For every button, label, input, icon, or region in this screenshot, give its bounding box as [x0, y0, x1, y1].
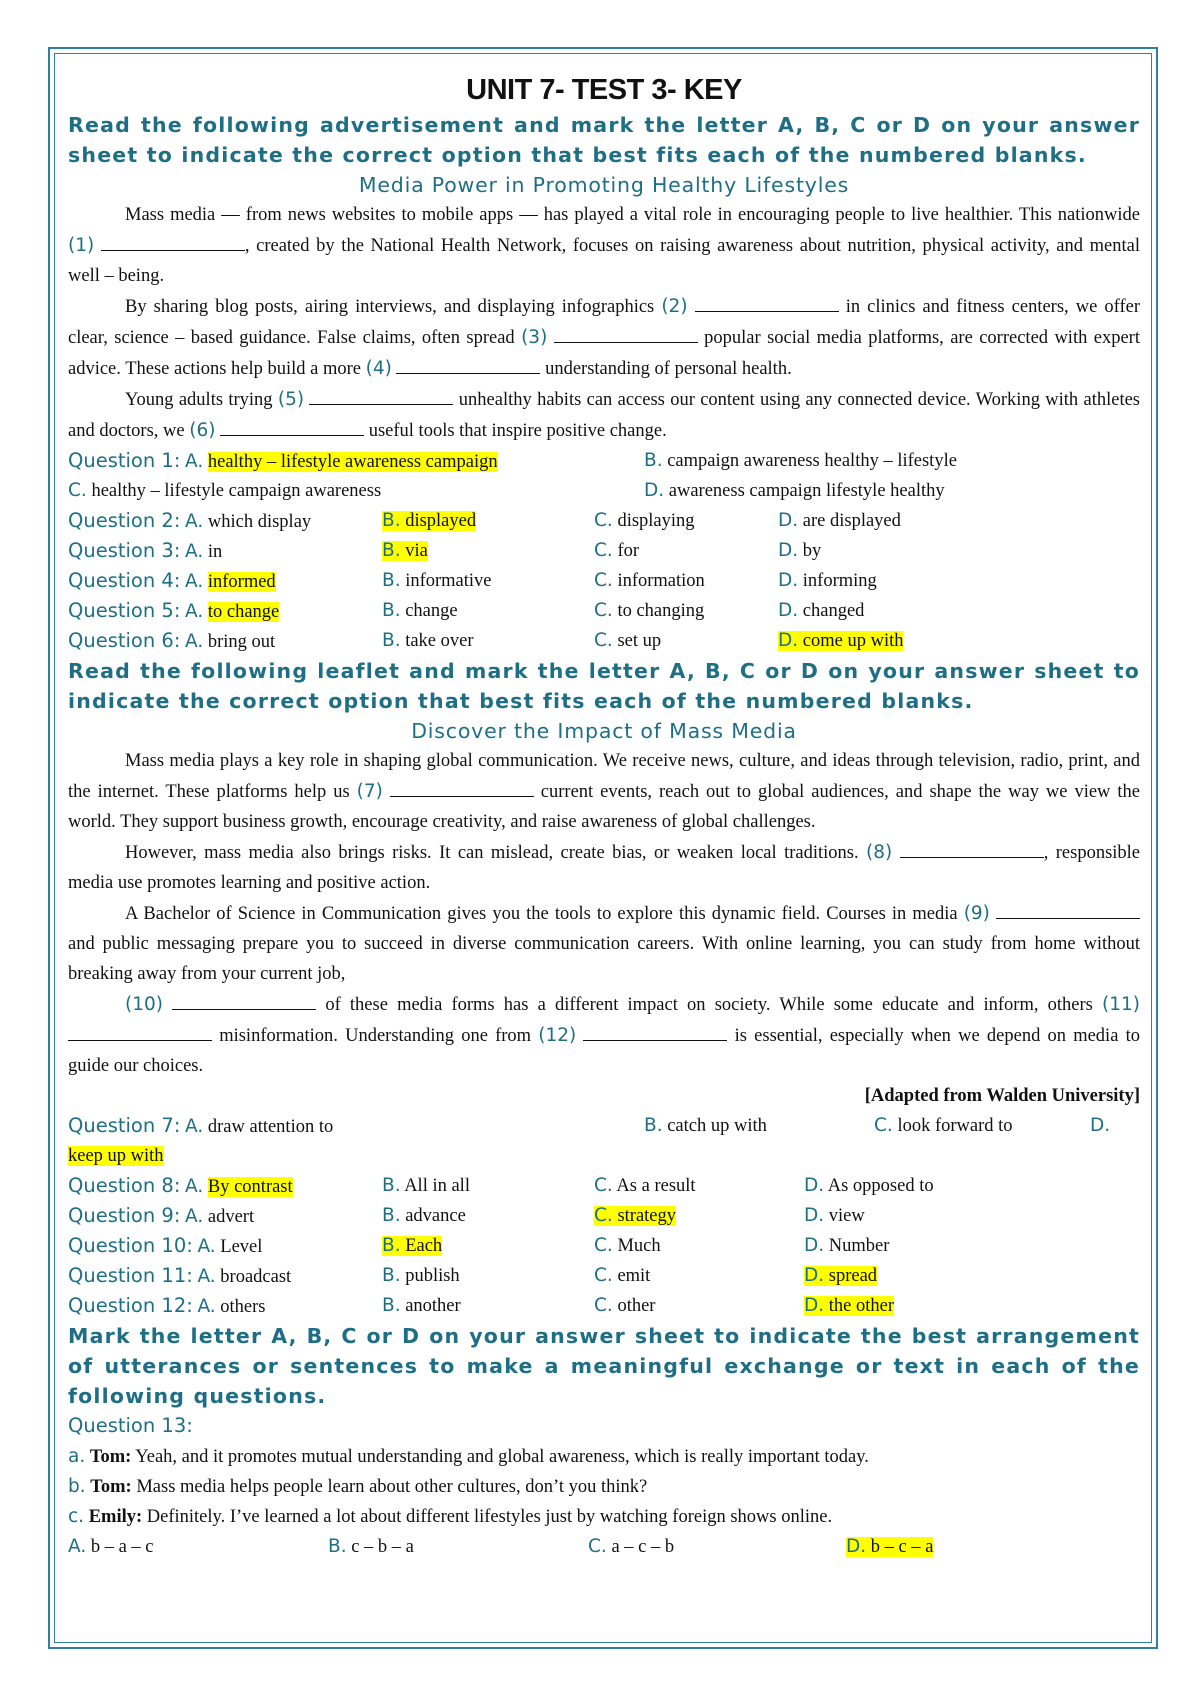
speaker-name: Emily: [88, 1507, 143, 1527]
text-run: , created by the National Health Network, focuses on raising awareness about nutrition, physical activity, and mental well – being. [68, 236, 1140, 286]
option-letter: C. [594, 1235, 613, 1256]
utterance-text: Mass media helps people learn about other cultures, don’t you think? [131, 1477, 648, 1497]
option-d [778, 506, 901, 536]
option-d [778, 536, 821, 566]
question-number: Question 7: [68, 1114, 181, 1137]
question-row [68, 566, 1140, 596]
section1-question-list [68, 506, 1140, 656]
question-13-label [68, 1411, 1140, 1442]
question-number: Question 2: [68, 509, 181, 532]
option-letter: D. [804, 1205, 825, 1226]
option-b [382, 1171, 470, 1201]
option-b [644, 1111, 767, 1141]
option-d [804, 1171, 934, 1201]
option-letter: C. [874, 1115, 893, 1136]
option-text: are displayed [802, 511, 901, 531]
blank-line [695, 291, 839, 312]
option-letter: C. [594, 570, 613, 591]
blank-line [996, 898, 1140, 919]
text-run: current events, reach out to global audiences, and shape the way we view the world. They support business growth, encourage creativity, and raise awareness of global challenges. [68, 782, 1140, 832]
dialogue-line [68, 1472, 1140, 1502]
option-letter: D. [804, 1175, 825, 1196]
option-text: changed [802, 601, 865, 621]
option-text: informing [802, 571, 877, 591]
text-run: popular social media platforms, are corrected with expert advice. These actions help build a more [68, 328, 1140, 379]
line-letter: a. [68, 1446, 86, 1467]
blank-line [220, 415, 364, 436]
option-a [68, 1171, 293, 1202]
option-a [68, 1291, 266, 1322]
text-run: and public messaging prepare you to succeed in diverse communication careers. With online learning, you can study from home without breaking away from your current job, [68, 934, 1140, 984]
option-text: All in all [404, 1176, 470, 1196]
option-letter: B. [382, 1265, 401, 1286]
question-row [68, 476, 1140, 506]
option-letter: D. [804, 1295, 825, 1316]
text-run: unhealthy habits can access our content using any connected device. Working with athletes and doctors, we [68, 390, 1141, 441]
section2-passage-title: Discover the Impact of Mass Media [411, 719, 797, 743]
blank-number: (11) [1102, 994, 1140, 1015]
text-run: is essential, especially when we depend on media to guide our choices. [68, 1026, 1140, 1076]
option-letter: C. [594, 1205, 613, 1226]
option-b [382, 626, 474, 656]
blank-number: (6) [189, 420, 216, 441]
blank-line [101, 230, 245, 251]
option-text: awareness campaign lifestyle healthy [668, 481, 945, 501]
blank-number: (2) [661, 296, 688, 317]
option-c [594, 1231, 661, 1261]
option-letter: A. [185, 1176, 204, 1197]
blank-number: (3) [521, 327, 548, 348]
text-run: Mass media plays a key role in shaping global communication. We receive news, culture, and ideas through television, radio, print, and the internet. These platforms help us [68, 751, 1140, 802]
text-run: in clinics and fitness centers, we offer clear, science – based guidance. False claims, often spread [68, 297, 1140, 348]
blank-number: (4) [365, 358, 392, 379]
option-b [382, 536, 428, 566]
dialogue-line [68, 1502, 1140, 1532]
option-a [68, 1532, 154, 1562]
option-letter: D. [778, 540, 799, 561]
option-d [804, 1201, 865, 1231]
section1-paragraph-1 [68, 200, 1140, 291]
option-letter: B. [382, 600, 401, 621]
dialogue-lines [68, 1442, 1140, 1532]
section2-question-list [68, 1171, 1140, 1321]
section1-instruction: Read the following advertisement and mark the letter A, B, C or D on your answer sheet to indicate the correct option that best fits each of the numbered blanks. [68, 113, 1140, 167]
option-text: Number [828, 1236, 890, 1256]
option-d [846, 1532, 933, 1562]
option-letter: C. [594, 1265, 613, 1286]
option-text: As opposed to [827, 1176, 934, 1196]
option-text: others [220, 1297, 266, 1317]
dialogue-line [68, 1442, 1140, 1472]
option-text: change [405, 601, 458, 621]
option-text: draw attention to [207, 1117, 334, 1137]
option-text: catch up with [667, 1116, 767, 1136]
option-letter: A. [185, 601, 204, 622]
question-row [68, 1171, 1140, 1201]
option-c [594, 1291, 655, 1321]
option-letter: C. [594, 1175, 613, 1196]
option-letter: A. [185, 631, 204, 652]
blank-line [390, 776, 534, 797]
option-letter: C. [594, 600, 613, 621]
question-number: Question 4: [68, 569, 181, 592]
option-b [328, 1532, 414, 1562]
option-text-correct: healthy – lifestyle awareness campaign [207, 452, 498, 472]
option-a [68, 596, 279, 627]
option-letter: A. [185, 571, 204, 592]
option-letter: B. [644, 1115, 663, 1136]
option-text: look forward to [897, 1116, 1013, 1136]
section2-paragraph-4 [68, 989, 1140, 1081]
option-letter: A. [185, 451, 204, 472]
option-letter: B. [644, 450, 663, 471]
option-letter: D. [1090, 1115, 1111, 1136]
option-c [594, 596, 704, 626]
option-a [68, 1231, 262, 1262]
option-text-correct: b – c – a [870, 1537, 934, 1557]
option-text: informative [405, 571, 492, 591]
option-c [594, 1261, 650, 1291]
question-row [68, 1111, 1140, 1141]
question-row-continued [68, 1141, 1140, 1171]
option-text: emit [617, 1266, 651, 1286]
option-text: take over [405, 631, 474, 651]
option-c [68, 476, 381, 506]
option-letter: C. [594, 1295, 613, 1316]
blank-line [900, 837, 1044, 858]
line-letter: b. [68, 1476, 86, 1497]
option-letter: A. [68, 1536, 87, 1557]
option-text: c – b – a [351, 1537, 414, 1557]
option-d [804, 1291, 894, 1321]
text-run: understanding of personal health. [540, 359, 792, 379]
option-c [594, 1171, 696, 1201]
option-d [778, 596, 864, 626]
blank-line [68, 1020, 212, 1041]
option-letter: D. [804, 1235, 825, 1256]
text-run: misinformation. Understanding one from [212, 1026, 539, 1046]
option-text-correct: By contrast [207, 1177, 293, 1197]
question-number: Question 10: [68, 1234, 193, 1257]
option-b [382, 506, 476, 536]
option-letter: B. [382, 1205, 401, 1226]
blank-number: (12) [538, 1025, 577, 1046]
option-text: publish [405, 1266, 460, 1286]
question-number: Question 13: [68, 1414, 193, 1437]
option-text: healthy – lifestyle campaign awareness [91, 481, 382, 501]
text-run: By sharing blog posts, airing interviews, and displaying infographics [125, 297, 662, 317]
option-letter: B. [382, 1235, 401, 1256]
option-b [382, 1261, 460, 1291]
option-text-correct: the other [828, 1296, 895, 1316]
text-run: Young adults trying [125, 390, 278, 410]
option-a [68, 506, 311, 537]
option-text: by [802, 541, 822, 561]
option-letter: A. [197, 1236, 216, 1257]
option-d [804, 1231, 889, 1261]
line-letter: c. [68, 1506, 85, 1527]
question-13-options [68, 1532, 1140, 1562]
option-letter: C. [594, 510, 613, 531]
option-c [594, 626, 661, 656]
option-letter: D. [778, 630, 799, 651]
option-c [594, 536, 639, 566]
question-number: Question 5: [68, 599, 181, 622]
option-b [382, 596, 458, 626]
option-letter: A. [185, 1116, 204, 1137]
utterance-text: Definitely. I’ve learned a lot about different lifestyles just by watching foreign shows online. [142, 1507, 833, 1527]
option-c [594, 566, 705, 596]
question-number: Question 11: [68, 1264, 193, 1287]
option-d [778, 626, 903, 656]
option-letter: B. [382, 540, 401, 561]
option-letter: D. [846, 1536, 867, 1557]
section2-paragraph-3 [68, 898, 1140, 989]
question-row [68, 446, 1140, 476]
section1-paragraph-2 [68, 291, 1140, 384]
option-letter: B. [382, 1175, 401, 1196]
speaker-name: Tom: [90, 1477, 132, 1497]
blank-number: (8) [866, 842, 893, 863]
text-run: However, mass media also brings risks. It can mislead, create bias, or weaken local traditions. [125, 843, 867, 863]
option-text: other [617, 1296, 656, 1316]
document-body [68, 70, 1140, 1562]
option-letter: A. [185, 511, 204, 532]
question-row [68, 626, 1140, 656]
option-letter: B. [382, 630, 401, 651]
option-text: b – a – c [90, 1537, 154, 1557]
question-number: Question 6: [68, 629, 181, 652]
option-text: campaign awareness healthy – lifestyle [667, 451, 957, 471]
page-title: UNIT 7- TEST 3- KEY [466, 74, 742, 106]
option-text-correct: via [405, 541, 428, 561]
option-letter: D. [778, 570, 799, 591]
option-d [1090, 1111, 1110, 1141]
option-text-correct: strategy [617, 1206, 676, 1226]
option-a [68, 536, 222, 567]
option-text: bring out [207, 632, 276, 652]
option-c [588, 1532, 674, 1562]
option-c [594, 1201, 676, 1231]
blank-number: (7) [356, 781, 383, 802]
question-number: Question 8: [68, 1174, 181, 1197]
option-text: for [617, 541, 640, 561]
option-text: another [405, 1296, 461, 1316]
option-letter: C. [68, 480, 87, 501]
blank-number: (5) [277, 389, 305, 410]
speaker-name: Tom: [89, 1447, 132, 1467]
option-letter: C. [588, 1536, 607, 1557]
question-number: Question 1: [68, 449, 181, 472]
option-text-correct: come up with [802, 631, 904, 651]
option-letter: D. [644, 480, 665, 501]
option-a [68, 1261, 291, 1292]
option-letter: D. [778, 510, 799, 531]
option-letter: D. [778, 600, 799, 621]
blank-number: (10) [125, 994, 163, 1015]
question-row [68, 536, 1140, 566]
option-b [382, 566, 492, 596]
option-letter: B. [382, 570, 401, 591]
text-run: A Bachelor of Science in Communication gives you the tools to explore this dynamic field. Courses in media [125, 904, 964, 924]
blank-line [172, 989, 316, 1010]
text-run: Mass media — from news websites to mobile apps — has played a vital role in encouraging people to live healthier. This nationwide [125, 205, 1140, 225]
text-run: , responsible media use promotes learning and positive action. [68, 843, 1141, 893]
section3-instruction: Mark the letter A, B, C or D on your answer sheet to indicate the best arrangement of utterances or sentences to make a meaningful exchange or text in each of the following questions. [68, 1324, 1140, 1408]
option-letter: A. [197, 1266, 216, 1287]
option-text: Level [220, 1237, 263, 1257]
option-text-correct: spread [828, 1266, 878, 1286]
option-letter: B. [382, 1295, 401, 1316]
question-row [68, 1261, 1140, 1291]
section2-paragraph-1 [68, 746, 1140, 837]
section1-paragraph-3 [68, 384, 1140, 446]
section2-paragraph-2 [68, 837, 1140, 898]
source-citation: [Adapted from Walden University] [864, 1086, 1140, 1106]
option-letter: A. [185, 1206, 204, 1227]
option-c [874, 1111, 1013, 1141]
option-letter: B. [382, 510, 401, 531]
question-row [68, 1291, 1140, 1321]
option-text: to changing [617, 601, 705, 621]
option-text: broadcast [220, 1267, 292, 1287]
option-a [68, 626, 275, 657]
blank-line [583, 1020, 727, 1041]
option-letter: B. [328, 1536, 347, 1557]
option-d [644, 476, 945, 506]
option-text: Much [617, 1236, 661, 1256]
option-text: view [828, 1206, 865, 1226]
section1-passage-title: Media Power in Promoting Healthy Lifestyles [358, 173, 850, 197]
option-letter: A. [185, 541, 204, 562]
option-letter: D. [804, 1265, 825, 1286]
option-text-correct: Each [405, 1236, 443, 1256]
blank-number: (1) [68, 235, 95, 256]
option-text: a – c – b [611, 1537, 675, 1557]
option-text: As a result [616, 1176, 696, 1196]
option-letter: C. [594, 630, 613, 651]
option-b [382, 1231, 442, 1261]
option-text: displaying [617, 511, 695, 531]
question-number: Question 12: [68, 1294, 193, 1317]
blank-line [309, 384, 453, 405]
option-letter: C. [594, 540, 613, 561]
option-text: information [617, 571, 705, 591]
text-run: of these media forms has a different impact on society. While some educate and inform, others [316, 995, 1103, 1015]
blank-number: (9) [963, 903, 990, 924]
option-text: in [207, 542, 223, 562]
option-b [382, 1201, 466, 1231]
blank-line [554, 322, 698, 343]
option-d [778, 566, 877, 596]
option-text-correct: to change [207, 602, 280, 622]
question-number: Question 3: [68, 539, 181, 562]
option-d [804, 1261, 877, 1291]
text-run: useful tools that inspire positive change. [364, 421, 667, 441]
question-row [68, 596, 1140, 626]
option-text: advert [207, 1207, 255, 1227]
option-a [68, 1201, 254, 1232]
option-text: set up [617, 631, 662, 651]
section2-instruction: Read the following leaflet and mark the letter A, B, C or D on your answer sheet to indicate the correct option that best fits each of the numbered blanks. [68, 659, 1140, 713]
question-label [68, 446, 498, 477]
option-a [68, 1111, 333, 1142]
blank-line [396, 353, 540, 374]
option-text-correct: displayed [405, 511, 477, 531]
utterance-text: Yeah, and it promotes mutual understanding and global awareness, which is really important today. [131, 1447, 869, 1467]
option-letter: A. [197, 1296, 216, 1317]
question-number: Question 9: [68, 1204, 181, 1227]
option-c [594, 506, 695, 536]
option-a [68, 566, 276, 597]
question-row [68, 1201, 1140, 1231]
option-text: which display [207, 512, 312, 532]
question-row [68, 1231, 1140, 1261]
option-text-correct: keep up with [68, 1146, 164, 1166]
option-text-correct: informed [207, 572, 276, 592]
question-row [68, 506, 1140, 536]
option-b [644, 446, 957, 476]
option-b [382, 1291, 461, 1321]
option-text: advance [405, 1206, 466, 1226]
